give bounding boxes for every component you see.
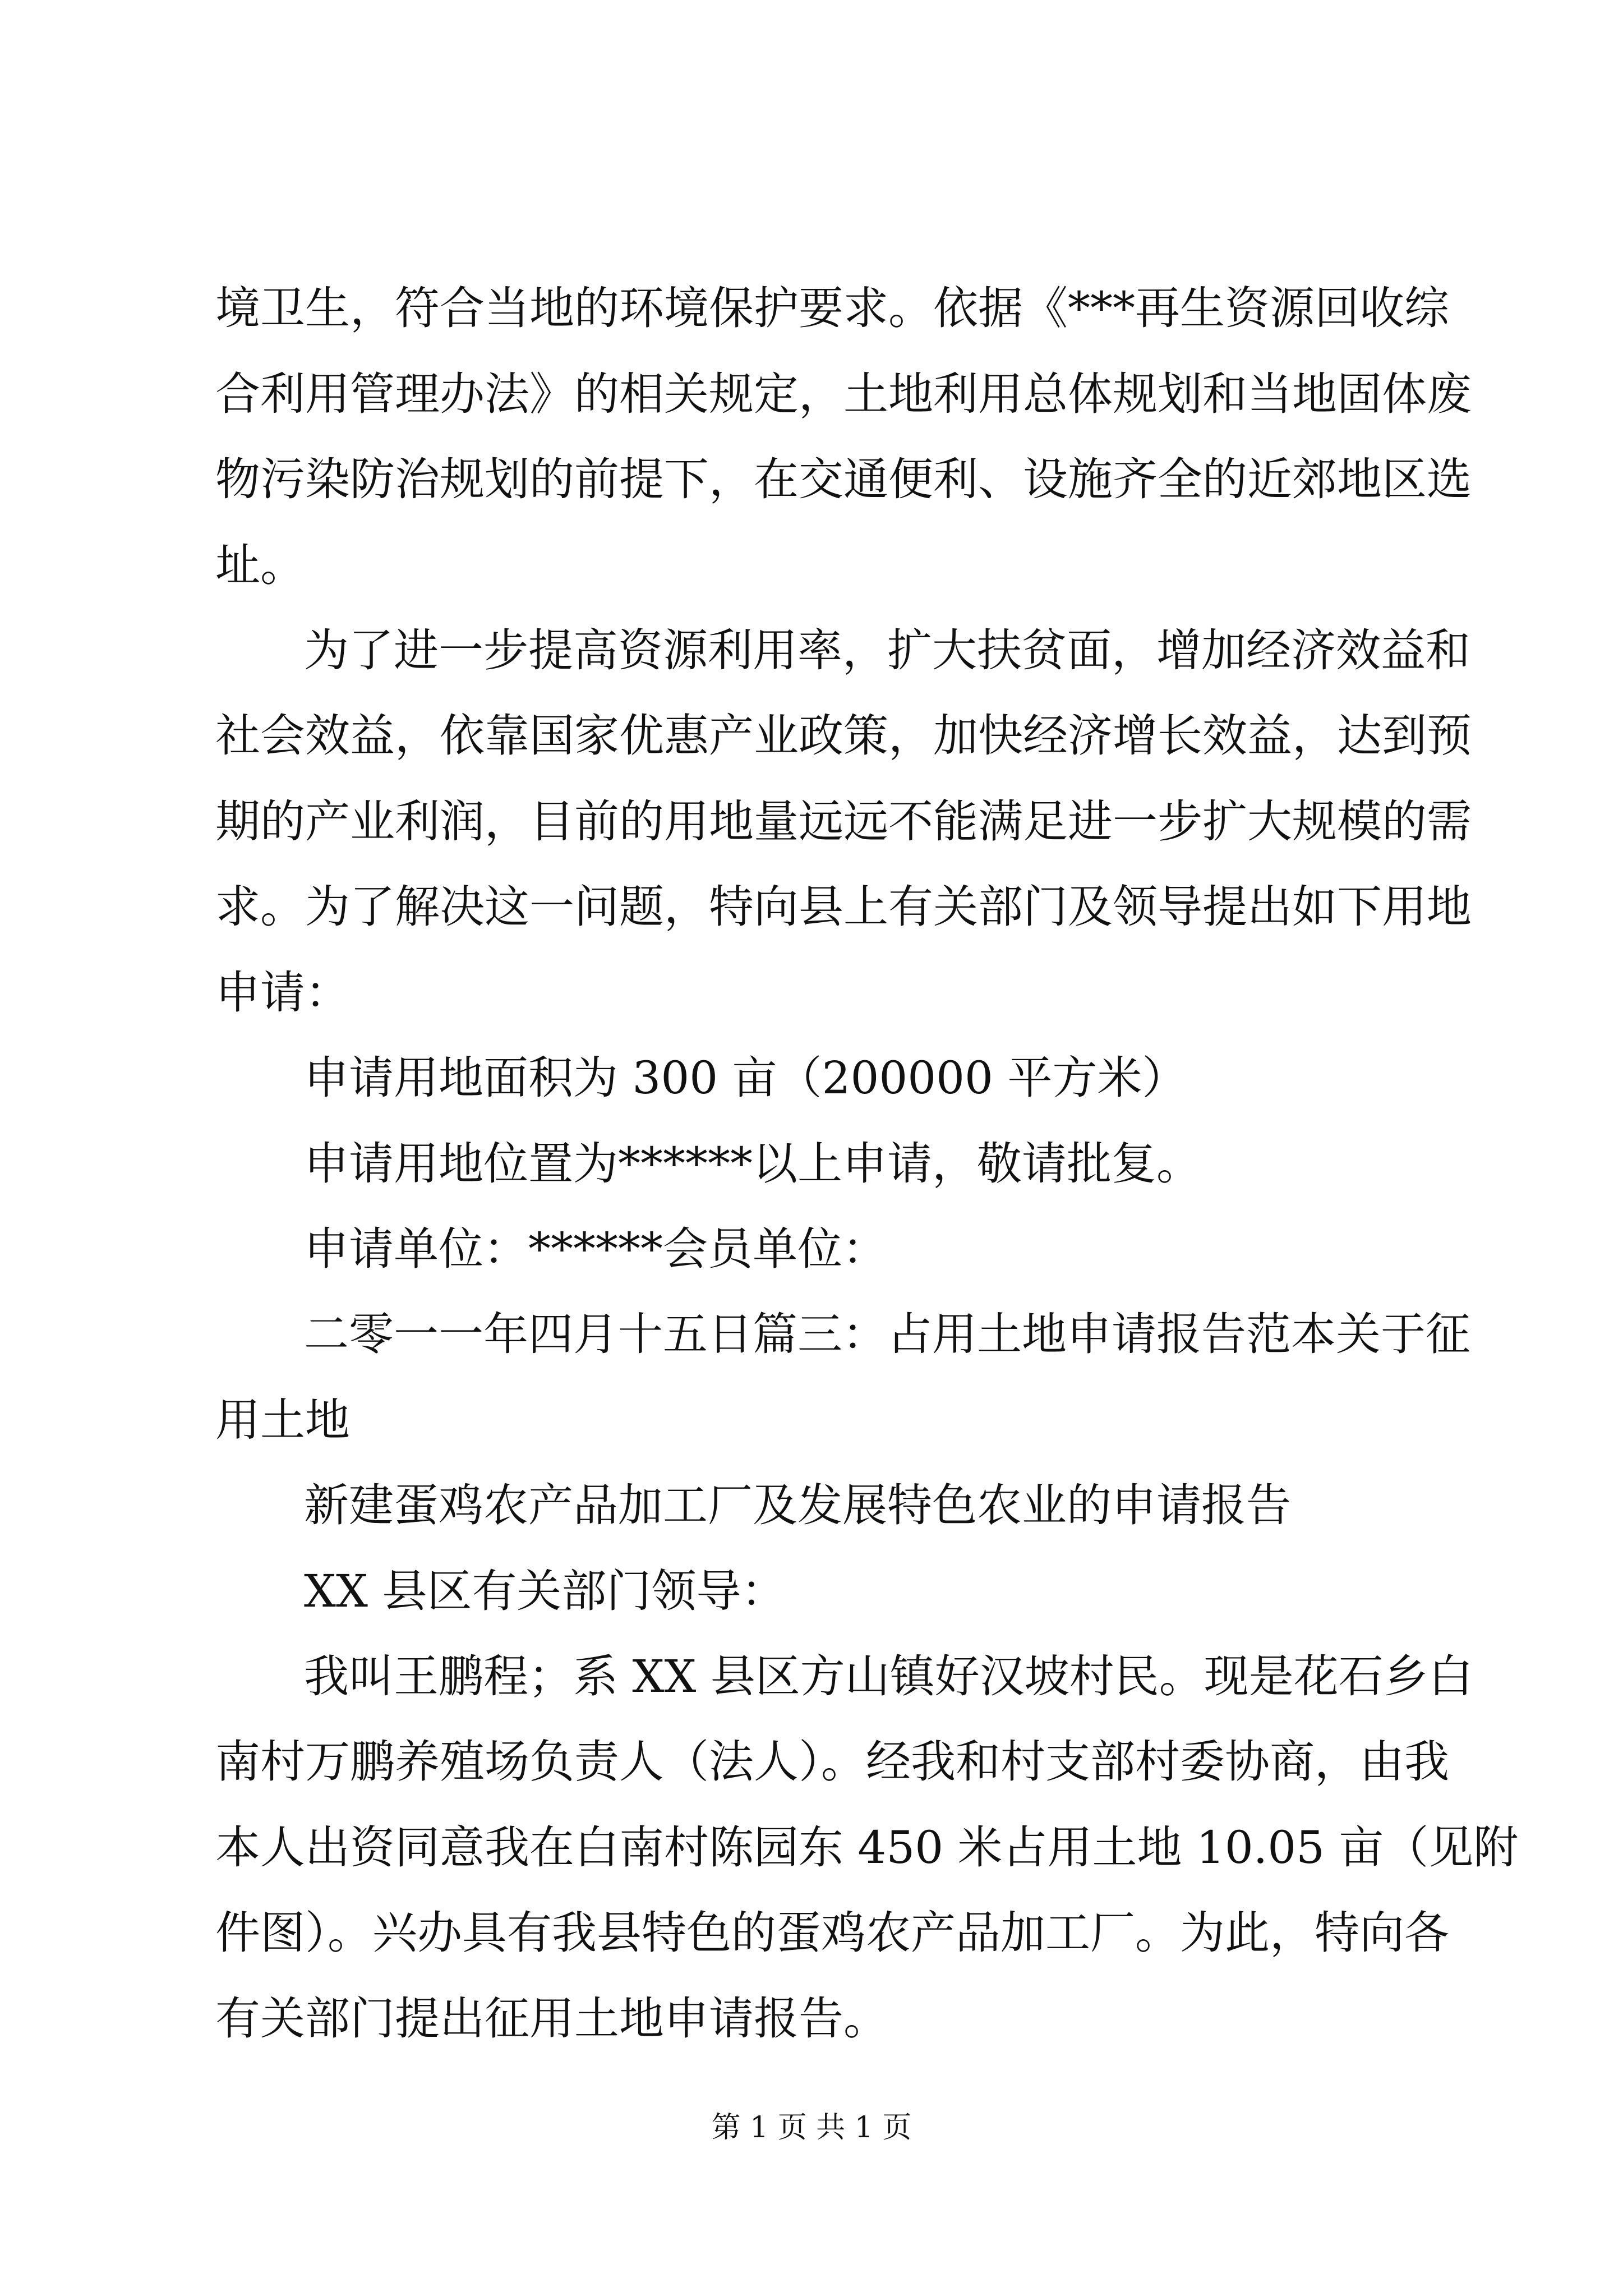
text-line: 境卫生，符合当地的环境保护要求。依据《***再生资源回收综 <box>215 282 1449 334</box>
salutation-line: XX 县区有关部门领导： <box>304 1565 786 1617</box>
text-line: 址。 <box>215 539 305 591</box>
report-title-line: 新建蛋鸡农产品加工厂及发展特色农业的申请报告 <box>304 1479 1291 1531</box>
text-line: 社会效益，依靠国家优惠产业政策，加快经济增长效益，达到预 <box>215 710 1472 762</box>
text-line: 求。为了解决这一问题，特向县上有关部门及领导提出如下用地 <box>215 881 1472 933</box>
paragraph-first-line: 为了进一步提高资源利用率，扩大扶贫面，增加经济效益和 <box>304 624 1470 677</box>
text-line: 件图）。兴办具有我县特色的蛋鸡农产品加工厂。为此，特向各 <box>215 1907 1449 1959</box>
application-area-line: 申请用地面积为 300 亩（200000 平方米） <box>304 1052 1187 1104</box>
text-line: 申请： <box>215 967 350 1019</box>
text-line: 南村万鹏养殖场负责人（法人）。经我和村支部村委协商，由我 <box>215 1736 1449 1788</box>
text-line: 有关部门提出征用土地申请报告。 <box>215 1993 888 2045</box>
text-line: 物污染防治规划的前提下，在交通便利、设施齐全的近郊地区选 <box>215 453 1472 505</box>
text-line: 用土地 <box>215 1394 350 1446</box>
text-line: 本人出资同意我在白南村陈园东 450 米占用土地 10.05 亩（见附 <box>215 1821 1519 1874</box>
applicant-line: 申请单位：******会员单位： <box>304 1223 887 1275</box>
date-and-section-heading-line: 二零一一年四月十五日篇三：占用土地申请报告范本关于征 <box>304 1308 1470 1360</box>
application-location-line: 申请用地位置为******以上申请，敬请批复。 <box>304 1138 1201 1190</box>
text-line: 合利用管理办法》的相关规定，土地利用总体规划和当地固体废 <box>215 368 1472 420</box>
paragraph-first-line: 我叫王鹏程；系 XX 县区方山镇好汉坡村民。现是花石乡白 <box>304 1650 1473 1703</box>
text-line: 期的产业利润，目前的用地量远远不能满足进一步扩大规模的需 <box>215 795 1472 848</box>
page-footer: 第 1 页 共 1 页 <box>711 2111 912 2145</box>
